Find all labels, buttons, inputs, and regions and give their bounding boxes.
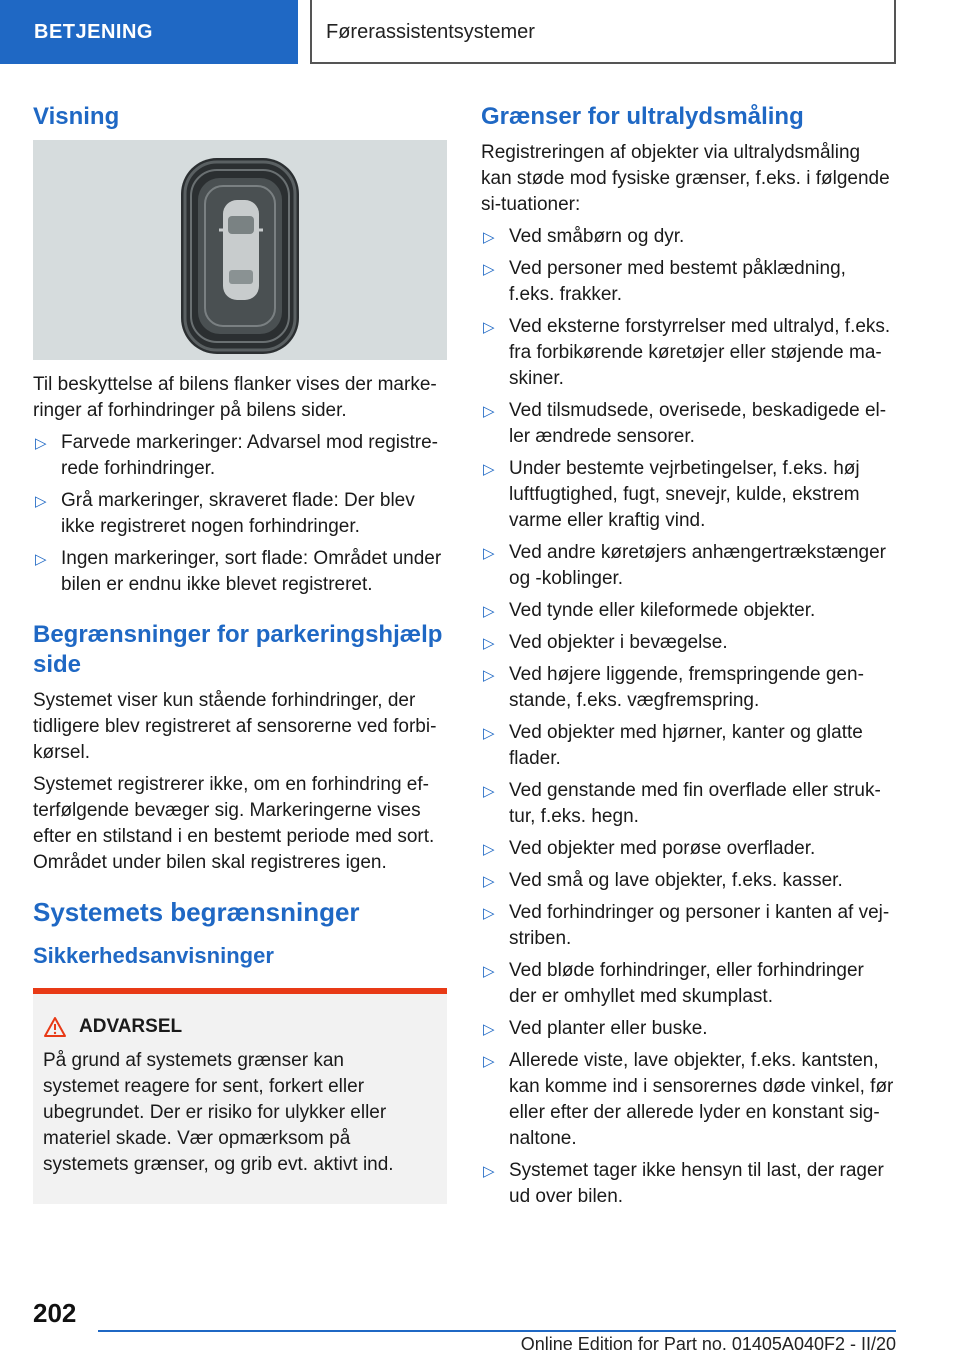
- triangle-right-icon: ▷: [483, 545, 495, 562]
- list-item: ▷ Allerede viste, lave objekter, f.eks. kantsten, kan komme ind i sensorernes døde vinkel, før eller efter der allerede lyder en konstant sig-naltone.: [483, 1050, 894, 1149]
- triangle-right-icon: ▷: [35, 551, 47, 568]
- footer-edition: Online Edition for Part no. 01405A040F2 - II/20: [520, 1334, 896, 1354]
- parking-assist-illustration: [33, 140, 447, 360]
- figure-caption: Til beskyttelse af bilens flanker vises der marke-ringer af forhindringer på bilens sider.: [33, 374, 437, 421]
- list-item: ▷ Under bestemte vejrbetingelser, f.eks. høj luftfugtighed, fugt, snevejr, kulde, ekstrem varme eller kraftig vind.: [483, 458, 860, 531]
- triangle-right-icon: ▷: [483, 635, 495, 652]
- triangle-right-icon: ▷: [483, 667, 495, 684]
- warning-box: [33, 988, 447, 1204]
- list-item: ▷ Ved forhindringer og personer i kanten af vej-striben.: [483, 902, 890, 949]
- triangle-right-icon: ▷: [483, 1053, 495, 1070]
- list-item: ▷ Ved genstande med fin overflade eller struk-tur, f.eks. hegn.: [483, 780, 881, 827]
- safety-heading: Sikkerhedsanvisninger: [33, 943, 274, 968]
- list-item: ▷ Ved små og lave objekter, f.eks. kasser.: [481, 868, 895, 894]
- visning-list: [33, 430, 447, 598]
- page-header: [0, 0, 960, 66]
- limits-paragraph-1: Systemet viser kun stående forhindringer, der tidligere blev registreret af sensorerne ved forbi-kørsel.: [33, 690, 437, 763]
- list-item: ▷ Ved objekter med hjørner, kanter og glatte flader.: [483, 722, 863, 769]
- triangle-right-icon: ▷: [483, 403, 495, 420]
- list-item: ▷ Ved objekter i bevægelse.: [481, 630, 895, 656]
- triangle-right-icon: ▷: [483, 229, 495, 246]
- triangle-right-icon: ▷: [483, 1021, 495, 1038]
- section-tab: BETJENING: [0, 0, 298, 64]
- list-item: ▷ Ved personer med bestemt påklædning, f.eks. frakker.: [483, 258, 846, 305]
- list-item: ▷ Ved småbørn og dyr.: [481, 224, 895, 250]
- triangle-right-icon: ▷: [483, 461, 495, 478]
- warning-triangle-icon: [43, 1016, 67, 1038]
- triangle-right-icon: ▷: [483, 603, 495, 620]
- triangle-right-icon: ▷: [35, 493, 47, 510]
- list-item: ▷ Ved andre køretøjers anhængertrækstænger og -koblinger.: [483, 542, 887, 589]
- list-item: ▷ Ved planter eller buske.: [481, 1016, 895, 1042]
- visning-heading: Visning: [33, 103, 120, 130]
- triangle-right-icon: ▷: [483, 725, 495, 742]
- list-item: ▷ Grå markeringer, skraveret flade: Der blev ikke registreret nogen forhindringer.: [35, 490, 415, 537]
- list-item: ▷ Ved objekter med porøse overflader.: [481, 836, 895, 862]
- limits-paragraph-2: Systemet registrerer ikke, om en forhindring ef-terfølgende bevæger sig. Markeringerne vises efter en stilstand i en bestemt periode med sort. Området under bilen skal registreres igen.: [33, 774, 435, 873]
- list-item: ▷ Ved bløde forhindringer, eller forhindringer der er omhyllet med skumplast.: [483, 960, 864, 1007]
- triangle-right-icon: ▷: [483, 905, 495, 922]
- warning-text: På grund af systemets grænser kan systemet reagere for sent, forkert eller ubegrundet. Der er risiko for ulykker eller materiel skade. Vær opmærksom på systemets grænser, og grib evt. aktivt ind.: [43, 1050, 394, 1175]
- ultrasound-intro: Registreringen af objekter via ultralydsmåling kan støde mod fysiske grænser, f.eks. i følgende si-tuationer:: [481, 142, 890, 215]
- triangle-right-icon: ▷: [483, 783, 495, 800]
- list-item: ▷ Systemet tager ikke hensyn til last, der rager ud over bilen.: [483, 1160, 884, 1207]
- list-item: ▷ Ingen markeringer, sort flade: Området under bilen er endnu ikke blevet registreret.: [35, 548, 442, 595]
- triangle-right-icon: ▷: [483, 261, 495, 278]
- left-column: [33, 100, 447, 1204]
- triangle-right-icon: ▷: [483, 841, 495, 858]
- triangle-right-icon: ▷: [483, 873, 495, 890]
- list-item: ▷ Ved eksterne forstyrrelser med ultralyd, f.eks. fra forbikørende køretøjer eller støjende ma-skiner.: [483, 316, 891, 389]
- ultrasound-list: [481, 224, 895, 1210]
- ultrasound-heading: Grænser for ultralydsmåling: [481, 103, 804, 130]
- page-number: 202: [33, 1298, 77, 1328]
- list-item: ▷ Ved tilsmudsede, overisede, beskadigede el-ler ændrede sensorer.: [483, 400, 887, 447]
- triangle-right-icon: ▷: [483, 1163, 495, 1180]
- chapter-title: Førerassistentsystemer: [310, 0, 896, 64]
- warning-title: ADVARSEL: [79, 1016, 183, 1037]
- triangle-right-icon: ▷: [483, 319, 495, 336]
- system-limits-heading: Systemets begrænsninger: [33, 897, 360, 927]
- list-item: ▷ Ved tynde eller kileformede objekter.: [481, 598, 895, 624]
- footer-divider: [98, 1330, 896, 1332]
- limits-heading: Begrænsninger for parkeringshjælp side: [33, 621, 443, 678]
- warning-title-row: [43, 1014, 423, 1040]
- triangle-right-icon: ▷: [35, 435, 47, 452]
- list-item: ▷ Ved højere liggende, fremspringende gen-stande, f.eks. vægfremspring.: [483, 664, 864, 711]
- list-item: ▷ Farvede markeringer: Advarsel mod registre-rede forhindringer.: [35, 432, 438, 479]
- triangle-right-icon: ▷: [483, 963, 495, 980]
- right-column: [481, 100, 895, 1216]
